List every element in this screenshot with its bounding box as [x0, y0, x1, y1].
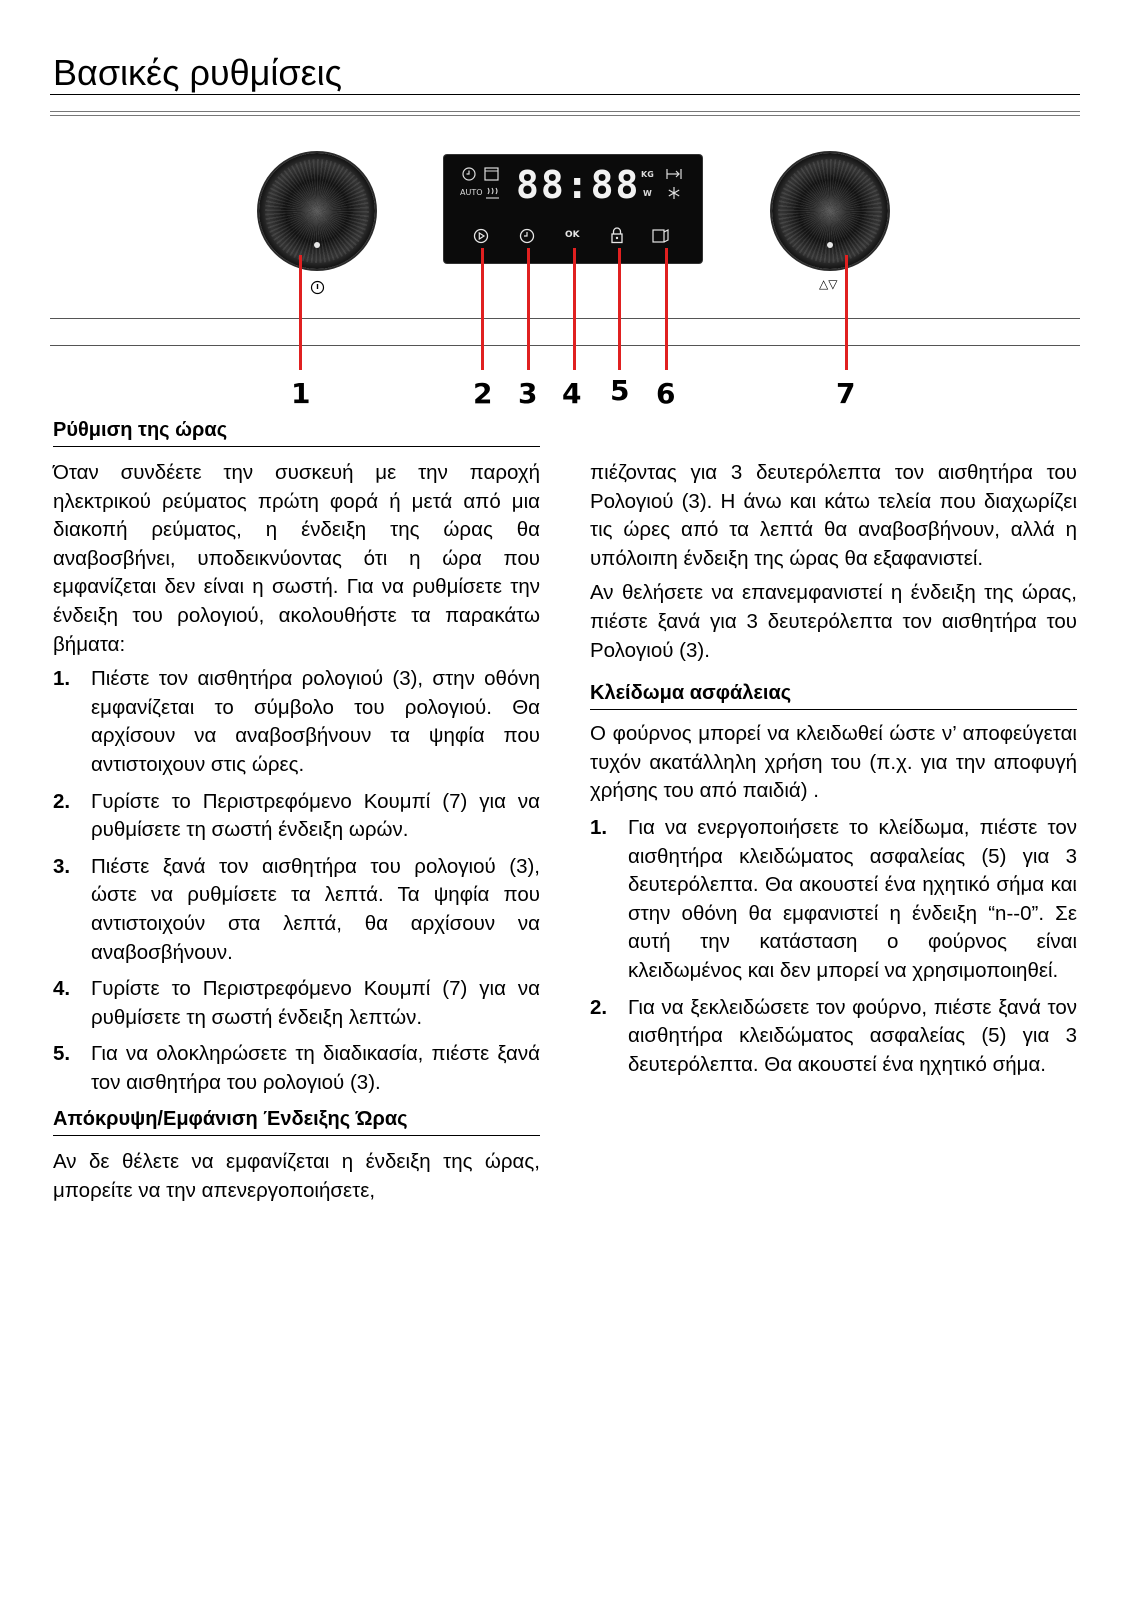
auto-label: AUTO — [460, 188, 483, 197]
list-item — [53, 1040, 540, 1097]
left-column — [53, 416, 540, 1212]
clock-steps — [53, 665, 540, 1097]
lock-button-icon[interactable] — [610, 227, 624, 244]
show-again-text: Αν θελήσετε να επανεμφανιστεί η ένδειξη της ώρας, πιέστε ξανά για 3 δευτερόλεπτα τον αισθητήρα του Ρολογιού (3). — [590, 581, 1077, 662]
clock-icon — [462, 167, 476, 181]
rotary-knob — [772, 153, 888, 269]
lock-steps — [590, 814, 1077, 1079]
pointer-2 — [481, 248, 484, 370]
step-number: 5. — [53, 1042, 71, 1066]
callout-6: 6 — [656, 377, 676, 410]
book-button-icon[interactable] — [652, 229, 669, 243]
step-text: Γυρίστε το Περιστρεφόμενο Κουμπί (7) για να ρυθμίσετε τη σωστή ένδειξη λεπτών. — [91, 977, 540, 1029]
pointer-4 — [573, 248, 576, 370]
pointer-5 — [618, 248, 621, 370]
hide-text-continued: πιέζοντας για 3 δευτερόλεπτα τον αισθητήρα του Ρολογιού (3). Η άνω και κάτω τελεία που διαχωρίζει τις ώρες από τα λεπτά θα αναβοσβήνουν, αλλά η υπόλοιπη ένδειξη της ώρας θα εξαφανιστεί. — [590, 461, 1077, 570]
ok-button[interactable]: OK — [565, 230, 580, 240]
callout-1: 1 — [291, 377, 311, 410]
callout-5: 5 — [610, 374, 630, 407]
step-number: 4. — [53, 977, 71, 1001]
page-title: Βασικές ρυθμίσεις — [53, 52, 342, 93]
step-text: Πιέστε ξανά τον αισθητήρα του ρολογιού (3), ώστε να ρυθμίσετε τα λεπτά. Τα ψηφία που αντιστοιχούν στα λεπτά, θα αρχίσουν να αναβοσβήνουν. — [91, 854, 540, 964]
hide-text: Αν δε θέλετε να εμφανίζεται η ένδειξη της ώρας, μπορείτε να την απενεργοποιήσετε, — [53, 1150, 540, 1203]
divider-top-1 — [50, 111, 1080, 112]
end-time-icon — [666, 168, 682, 180]
start-button-icon[interactable] — [473, 228, 489, 244]
list-item — [590, 994, 1077, 1080]
pointer-7 — [845, 255, 848, 370]
step-text: Γυρίστε το Περιστρεφόμενο Κουμπί (7) για να ρυθμίσετε τη σωστή ένδειξη ωρών. — [91, 789, 540, 842]
knob-indicator-dot — [314, 242, 320, 248]
step-text: Για να ξεκλειδώσετε τον φούρνο, πιέστε ξανά τον αισθητήρα κλειδώματος ασφαλείας (5) για 3 δευτερόλεπτα. Θα ακουστεί ένα ηχητικό σήμα. — [628, 995, 1077, 1076]
clock-button-icon[interactable] — [519, 228, 535, 244]
callout-7: 7 — [836, 377, 856, 410]
list-item — [53, 788, 540, 845]
step-number: 2. — [53, 789, 71, 813]
lock-intro: Ο φούρνος μπορεί να κλειδωθεί ώστε ν’ αποφεύγεται τυχόν ακατάλληλη χρήση του (π.χ. για την αποφυγή χρήσης του από παιδιά) . — [590, 722, 1077, 803]
power-knob — [259, 153, 375, 269]
step-number: 3. — [53, 854, 71, 878]
pointer-6 — [665, 248, 668, 370]
lock-section-heading: Κλείδωμα ασφάλειας — [590, 679, 1077, 710]
list-item — [53, 975, 540, 1032]
list-item — [53, 853, 540, 967]
kg-label: KG — [641, 170, 654, 179]
pointer-3 — [527, 248, 530, 370]
up-down-symbol: △▽ — [819, 277, 838, 291]
list-item — [53, 665, 540, 779]
clock-section-heading: Ρύθμιση της ώρας — [53, 416, 540, 447]
step-text: Πιέστε τον αισθητήρα ρολογιού (3), στην οθόνη εμφανίζεται το σύμβολο του ρολογιού. Θα αρχίσουν να αναβοσβήνουν τα ψηφία που αντιστοιχουν στις ώρες. — [91, 667, 540, 776]
step-number: 2. — [590, 995, 608, 1019]
knob-indicator-dot — [827, 242, 833, 248]
callout-3: 3 — [518, 377, 538, 410]
oven-icon — [484, 167, 499, 181]
panel-line-bottom — [50, 345, 1080, 346]
callout-2: 2 — [473, 377, 493, 410]
step-text: Για να ολοκληρώσετε τη διαδικασία, πιέστε ξανά τον αισθητήρα του ρολογιού (3). — [91, 1042, 540, 1094]
title-rule — [50, 94, 1080, 95]
callout-4: 4 — [562, 377, 582, 410]
step-text: Για να ενεργοποιήσετε το κλείδωμα, πιέστε τον αισθητήρα κλειδώματος ασφαλείας (5) για 3 δευτερόλεπτα. Θα ακουστεί ένα ηχητικό σήμα και στην οθόνη θα εμφανιστεί η ένδειξη “n--0”. Σε αυτή την κατάσταση ο φούρνος είναι κλειδωμένος και δεν μπορεί να χρησιμοποιηθεί. — [628, 815, 1077, 982]
list-item — [590, 814, 1077, 986]
step-number: 1. — [590, 815, 608, 839]
power-symbol-icon — [310, 280, 325, 295]
clock-intro: Όταν συνδέετε την συσκευή με την παροχή ηλεκτρικού ρεύματος πρώτη φορά ή μετά από μια διακοπή ρεύματος, η ένδειξη της ώρας θα αναβοσβήνει, υποδεικνύοντας ότι η ώρα που εμφανίζεται δεν είναι η σωστή. Για να ρυθμίσετε την ένδειξη του ρολογιού, ακολουθήστε τα παρακάτω βήματα: — [53, 461, 540, 656]
time-readout: 88:88 — [516, 163, 641, 207]
defrost-icon — [667, 186, 681, 200]
control-display — [444, 155, 702, 263]
right-column — [590, 459, 1077, 1087]
divider-top-2 — [50, 115, 1080, 116]
w-label: W — [643, 189, 652, 198]
pointer-1 — [299, 255, 302, 370]
step-number: 1. — [53, 667, 71, 691]
hide-section-heading: Απόκρυψη/Εμφάνιση Ένδειξης Ώρας — [53, 1105, 540, 1136]
steam-icon — [485, 186, 500, 200]
panel-line-top — [50, 318, 1080, 319]
